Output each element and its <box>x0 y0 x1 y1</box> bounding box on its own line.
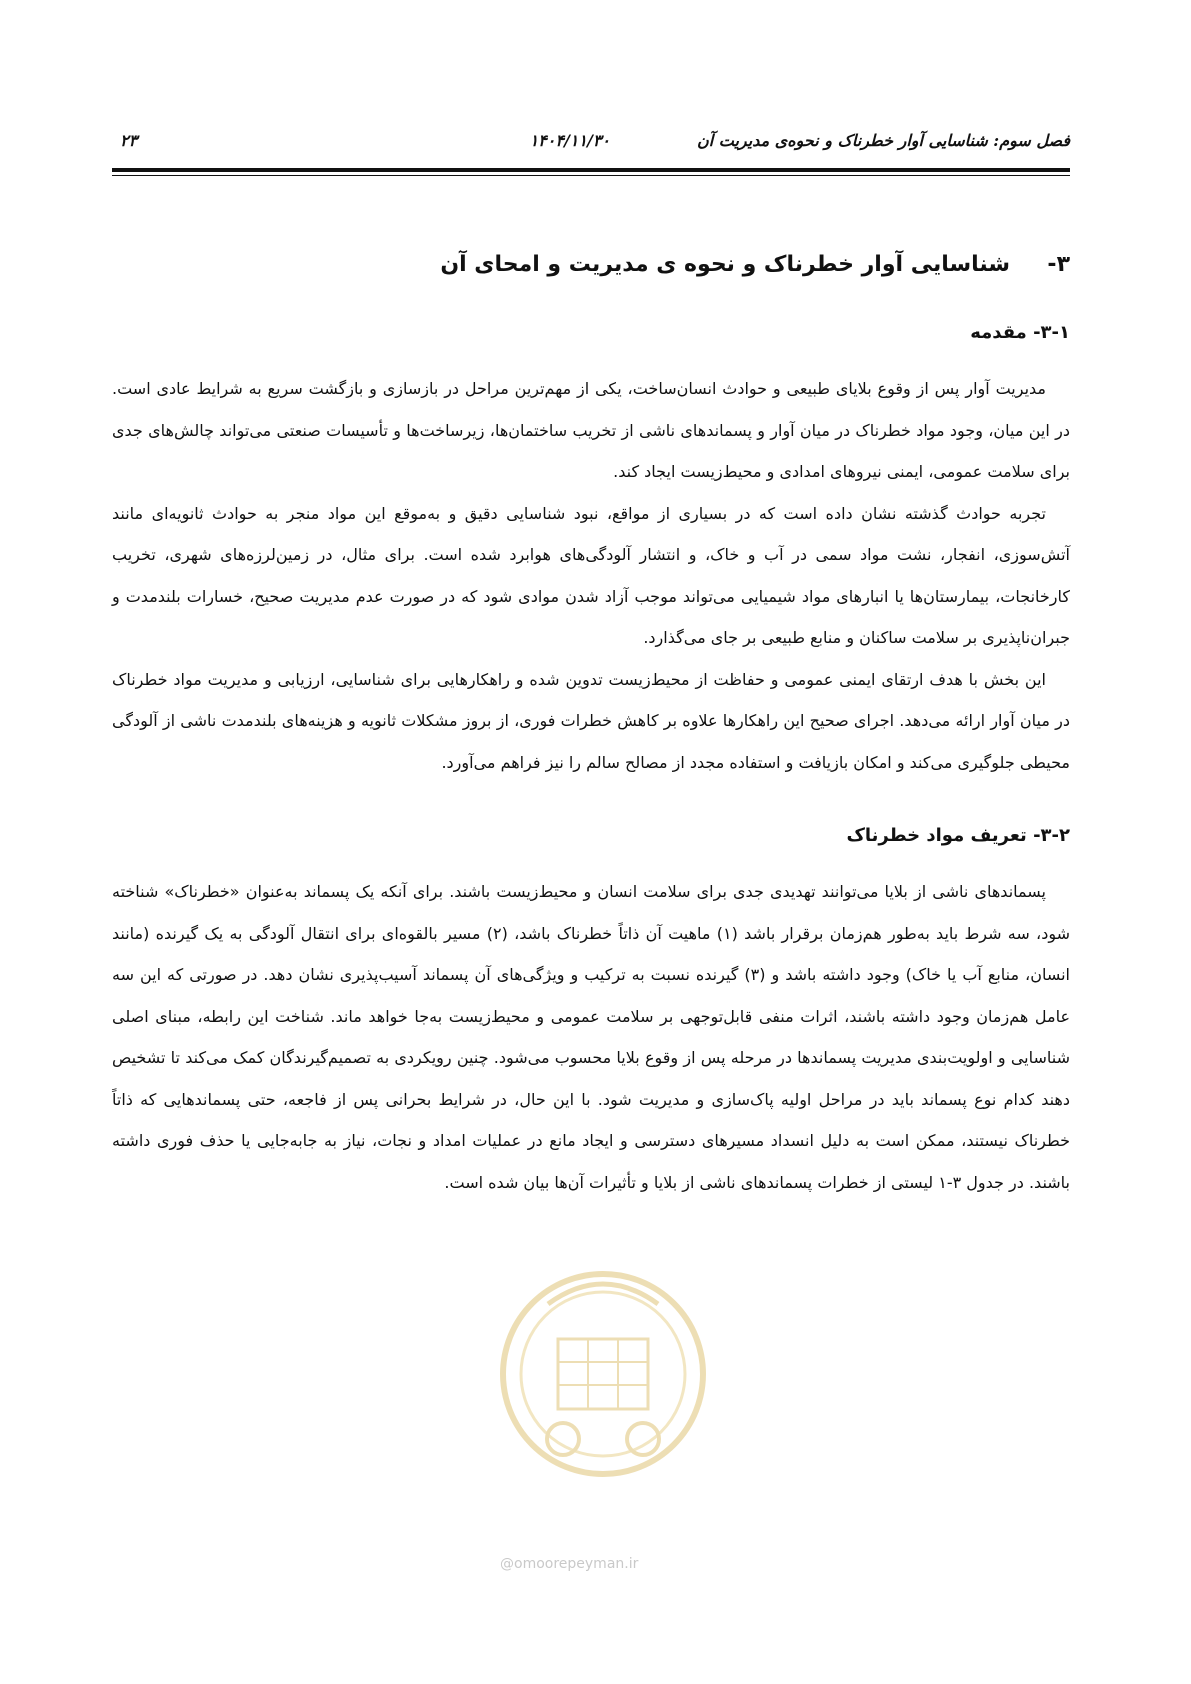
page-number: ۲۳ <box>120 131 138 150</box>
page-content <box>112 250 1070 1203</box>
watermark-text: @omoorepeyman.ir <box>500 1556 639 1572</box>
chapter-heading <box>112 250 1070 280</box>
paragraph: تجربه حوادث گذشته نشان داده است که در بسیاری از مواقع، نبود شناسایی دقیق و به‌موقع این مواد منجر به حوادث ثانویه‌ای مانند آتش‌سوزی، انفجار، نشت مواد سمی در آب و خاک، و انتشار آلودگی‌های هوابرد شده است. برای مثال، در زمین‌لرزه‌های شهری، تخریب کارخانجات، بیمارستان‌ها یا انبارهای مواد شیمیایی می‌تواند موجب آزاد شدن موادی شود که در صورت عدم مدیریت صحیح، خسارات بلندمدت و جبران‌ناپذیری بر سلامت ساکنان و منابع طبیعی بر جای می‌گذارد. <box>112 503 1070 647</box>
paragraph: پسماندهای ناشی از بلایا می‌توانند تهدیدی جدی برای سلامت انسان و محیط‌زیست باشند. برای آنکه یک پسماند به‌عنوان «خطرناک» شناخته شود، سه شرط باید به‌طور هم‌زمان برقرار باشد (۱) ماهیت آن ذاتاً خطرناک باشد، (۲) مسیر بالقوه‌ای برای انتقال آلودگی به یک گیرنده (مانند انسان، منابع آب یا خاک) وجود داشته باشد و (۳) گیرنده نسبت به ترکیب و ویژگی‌های آن پسماند آسیب‌پذیری نشان دهد. در صورتی که این سه عامل هم‌زمان وجود داشته باشند، اثرات منفی قابل‌توجهی بر سلامت عمومی و محیط‌زیست به‌جا خواهد ماند. شناخت این رابطه، مبنای اصلی شناسایی و اولویت‌بندی مدیریت پسماندها در مرحله پس از وقوع بلایا محسوب می‌شود. چنین رویکردی به تصمیم‌گیرندگان کمک می‌کند تا تشخیص دهند کدام نوع پسماند باید در مراحل اولیه پاک‌سازی و مدیریت شود. با این حال، در شرایط بحرانی پس از فاجعه، حتی پسماندهایی که ذاتاً خطرناک نیستند، ممکن است به دلیل انسداد مسیرهای دسترسی و ایجاد مانع در عملیات امداد و نجات، نیاز به جابه‌جایی یا حذف فوری داشته باشند. در جدول ۳-۱ لیستی از خطرات پسماندهای ناشی از بلایا و تأثیرات آن‌ها بیان شده است. <box>112 882 1071 1192</box>
chapter-title: شناسایی آوار خطرناک و نحوه ی مدیریت و امحای آن <box>440 252 1010 277</box>
running-header-date: ۱۴۰۴/۱۱/۳۰ <box>529 131 610 150</box>
running-header <box>112 126 1070 156</box>
section-heading-introduction: ۳-۱- مقدمه <box>970 322 1070 343</box>
header-rule-thin <box>112 175 1070 176</box>
running-header-chapter-title: فصل سوم: شناسایی آوار خطرناک و نحوه‌ی مدیریت آن <box>697 131 1070 150</box>
paragraph: مدیریت آوار پس از وقوع بلایای طبیعی و حوادث انسان‌ساخت، یکی از مهم‌ترین مراحل در بازسازی و بازگشت سریع به شرایط عادی است. در این میان، وجود مواد خطرناک در میان آوار و پسماندهای ناشی از تخریب ساختمان‌ها، زیرساخت‌ها و تأسیسات صنعتی می‌تواند چالش‌های جدی برای سلامت عمومی، ایمنی نیروهای امدادی و محیط‌زیست ایجاد کند. <box>112 379 1070 481</box>
header-rule-thick <box>112 168 1070 172</box>
seal-logo-icon <box>488 1244 718 1544</box>
paragraph: این بخش با هدف ارتقای ایمنی عمومی و حفاظت از محیط‌زیست تدوین شده و راهکارهایی برای شناسایی، ارزیابی و مدیریت مواد خطرناک در میان آوار ارائه می‌دهد. اجرای صحیح این راهکارها علاوه بر کاهش خطرات فوری، از بروز مشکلات ثانویه و هزینه‌های بلندمدت ناشی از آلودگی محیطی جلوگیری می‌کند و امکان بازیافت و استفاده مجدد از مصالح سالم را نیز فراهم می‌آورد. <box>112 669 1070 772</box>
section-heading-definition: ۳-۲- تعریف مواد خطرناک <box>846 825 1070 846</box>
chapter-number: ۳- <box>1047 252 1070 277</box>
